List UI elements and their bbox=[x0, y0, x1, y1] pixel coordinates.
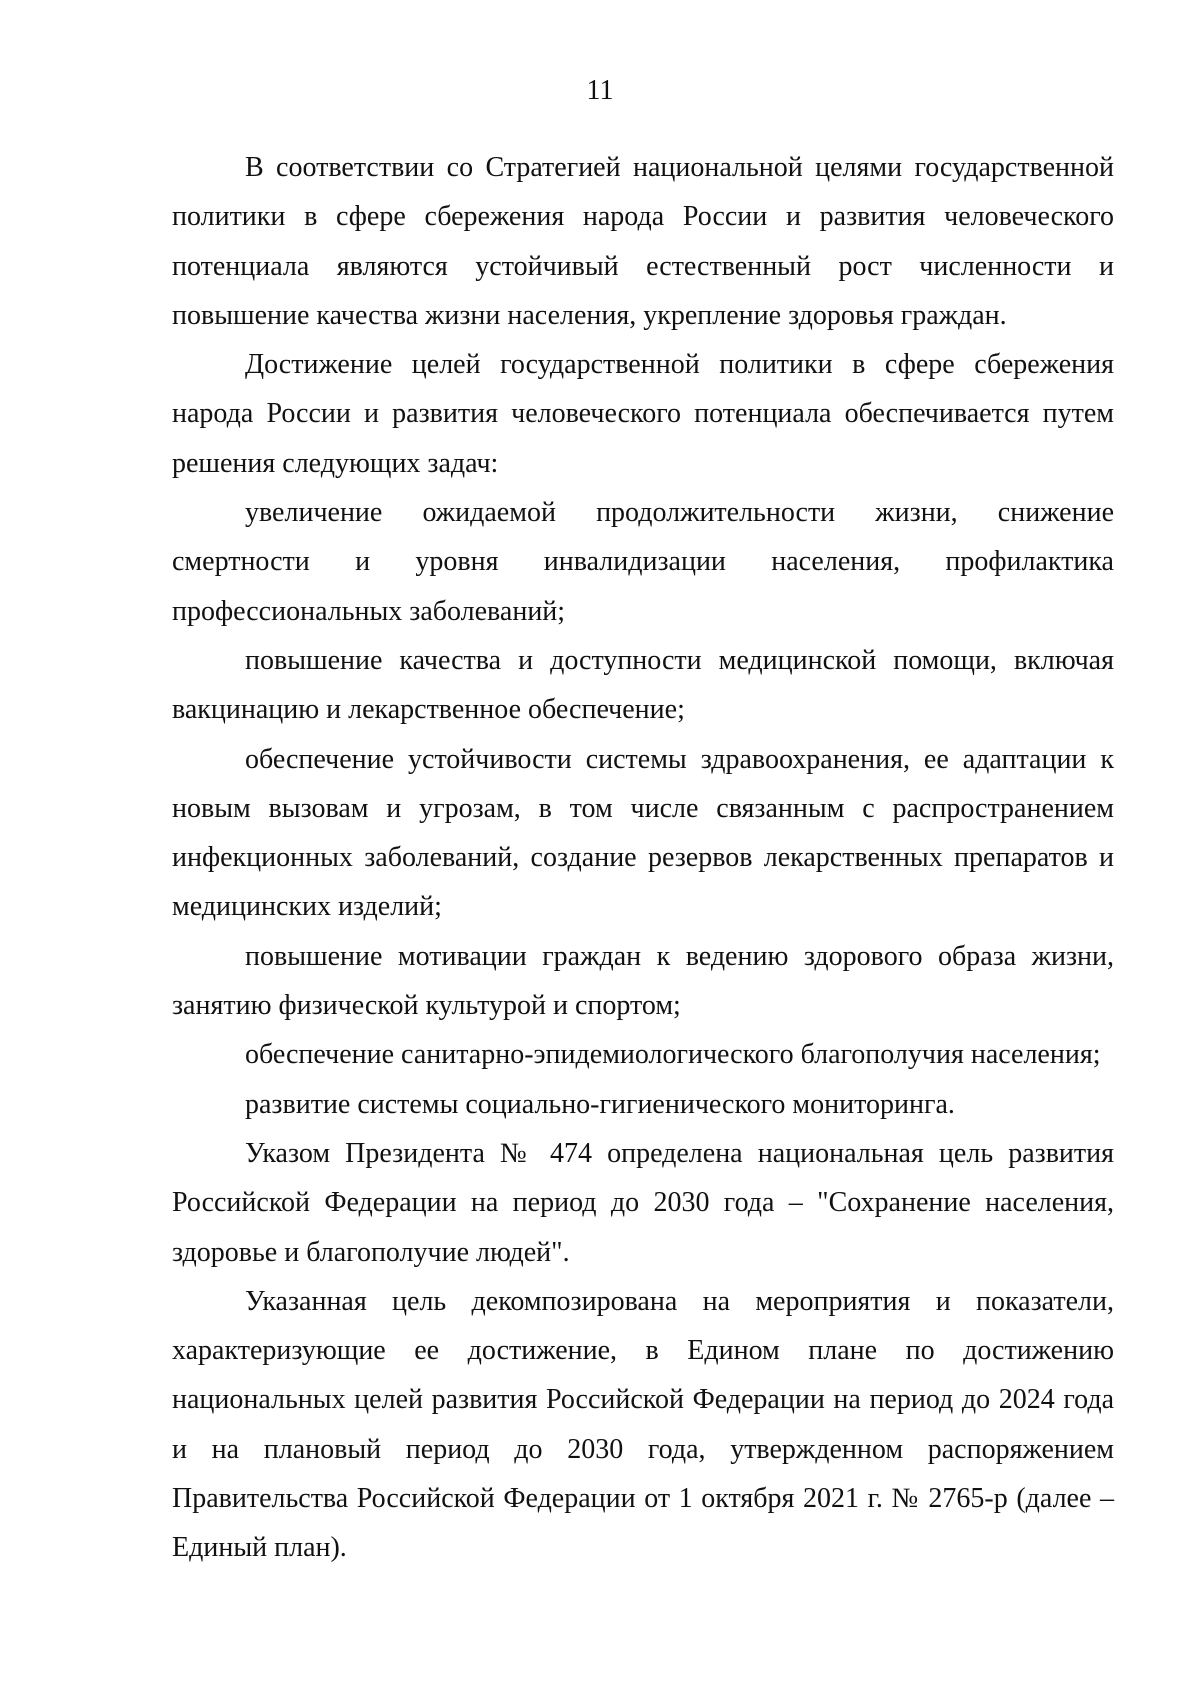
list-item-healthcare-resilience: обеспечение устойчивости системы здравоохранения, ее адаптации к новым вызовам и угрозам, в том числе связанным с распространением инфекционных заболеваний, создание резервов лекарственных препаратов и медицинских изделий; bbox=[172, 743, 1114, 923]
list-item-life-expectancy: увеличение ожидаемой продолжительности жизни, снижение смертности и уровня инвалидизации населения, профилактика профессиональных заболеваний; bbox=[172, 497, 1114, 627]
paragraph-tasks-intro: Достижение целей государственной политики в сфере сбережения народа России и развития человеческого потенциала обеспечивается путем решения следующих задач: bbox=[172, 349, 1114, 479]
paragraph-strategy-goals: В соответствии со Стратегией национальной целями государственной политики в сфере сбережения народа России и развития человеческого потенциала являются устойчивый естественный рост численности и повышение качества жизни населения, укрепление здоровья граждан. bbox=[172, 152, 1114, 331]
paragraph-unified-plan: Указанная цель декомпозирована на мероприятия и показатели, характеризующие ее достижение, в Едином плане по достижению национальных целей развития Российской Федерации на период до 2024 года и на плановый период до 2030 года, утвержденном распоряжением Правительства Российской Федерации от 1 октября 2021 г. № 2765-р (далее – Единый план). bbox=[172, 1285, 1114, 1564]
document-body bbox=[172, 143, 1114, 1573]
page-number: 11 bbox=[586, 75, 614, 106]
list-item-hygiene-monitoring: развитие системы социально-гигиенического мониторинга. bbox=[245, 1088, 955, 1120]
list-item-medical-care: повышение качества и доступности медицинской помощи, включая вакцинацию и лекарственное обеспечение; bbox=[172, 644, 1114, 726]
list-item-healthy-lifestyle: повышение мотивации граждан к ведению здорового образа жизни, занятию физической культурой и спортом; bbox=[172, 940, 1114, 1022]
list-item-sanitary-wellbeing: обеспечение санитарно-эпидемиологического благополучия населения; bbox=[245, 1039, 1101, 1071]
paragraph-decree-474: Указом Президента № 474 определена национальная цель развития Российской Федерации на период до 2030 года – "Сохранение населения, здоровье и благополучие людей". bbox=[172, 1137, 1114, 1268]
